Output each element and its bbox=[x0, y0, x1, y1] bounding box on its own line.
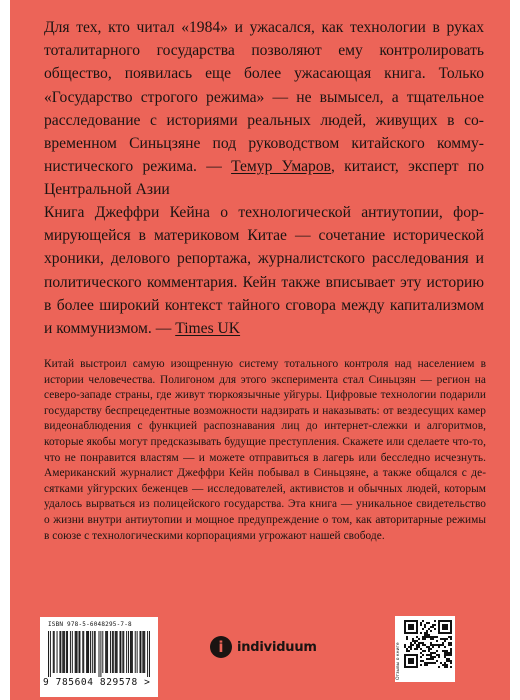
praise-quote-umarov bbox=[44, 16, 484, 202]
praise-quote-text: Книга Джеффри Кейна о технологической антиутопии, формирующейся в материковом Китае — сочетание исторической хроники, делового репортажа, журналистского расследования и политического комментария. Кейн также вписывает эту историю в более широкий контекст тайного сговора между капитализмом и коммунизмом. — bbox=[44, 204, 484, 338]
publisher-logo-icon: i bbox=[210, 636, 232, 658]
book-back-cover bbox=[10, 0, 510, 700]
praise-author-role: , китаист, эксперт по Центральной Азии bbox=[44, 158, 484, 199]
qr-caption: Отзывы о книге bbox=[396, 642, 401, 680]
praise-quote-times bbox=[44, 201, 484, 340]
isbn-label: ISBN 978-5-6048295-7-8 bbox=[48, 621, 132, 628]
isbn-barcode bbox=[40, 617, 158, 697]
praise-quote-text: Для тех, кто читал «1984» и ужасался, как технологии в руках тоталитарного государства позволяют ему контролировать общество, появилась еще более ужасающая книга. Только «Государство строгого режима» — не вымысел, а тщательное расследование с историями реальных людей, живущих в современном Синьцзяне под руководством китайского коммунистического режима. — bbox=[44, 19, 484, 176]
publisher-name: individuum bbox=[237, 639, 317, 655]
publisher-logo bbox=[210, 636, 317, 658]
qr-code[interactable] bbox=[395, 616, 455, 682]
barcode-digits: 9 785604 829578 > bbox=[43, 677, 151, 688]
praise-source-link[interactable]: Times UK bbox=[175, 320, 241, 338]
barcode-bars bbox=[48, 631, 150, 677]
qr-code-icon bbox=[404, 620, 452, 668]
book-description: Китай выстроил самую изощренную систему тотального контроля над населением в истории человечества. Полигоном для этого эксперимента стал Синьцзян — регион на северо-западе страны, где живут тюркоязычные уйгуры. Цифровые технологии подарили государству беспрецедентные возможности надзирать и наказывать: от вездесущих камер видеонаблюдения с функцией распознавания лиц до интернет-слежки и алгоритмов, которые якобы могут предсказывать будущие преступления. Скажете или сделаете что-то, что не понравится властям — и можете отправиться в лагерь или бесследно исчезнуть. Американский журналист Джеффри Кейн побывал в Синьцзяне, а также общался с десятками уйгурских беженцев — исследователей, активистов и обычных людей, которым удалось вырваться из полицейского государства. Эта книга — уникальное свидетельство о жизни внутри антиутопии и мощное предупреждение о том, как авторитарные режимы в союзе с технологическими корпорациями угрожают нашей свободе. bbox=[44, 358, 486, 542]
praise-author-link[interactable]: Темур Умаров bbox=[231, 158, 331, 176]
